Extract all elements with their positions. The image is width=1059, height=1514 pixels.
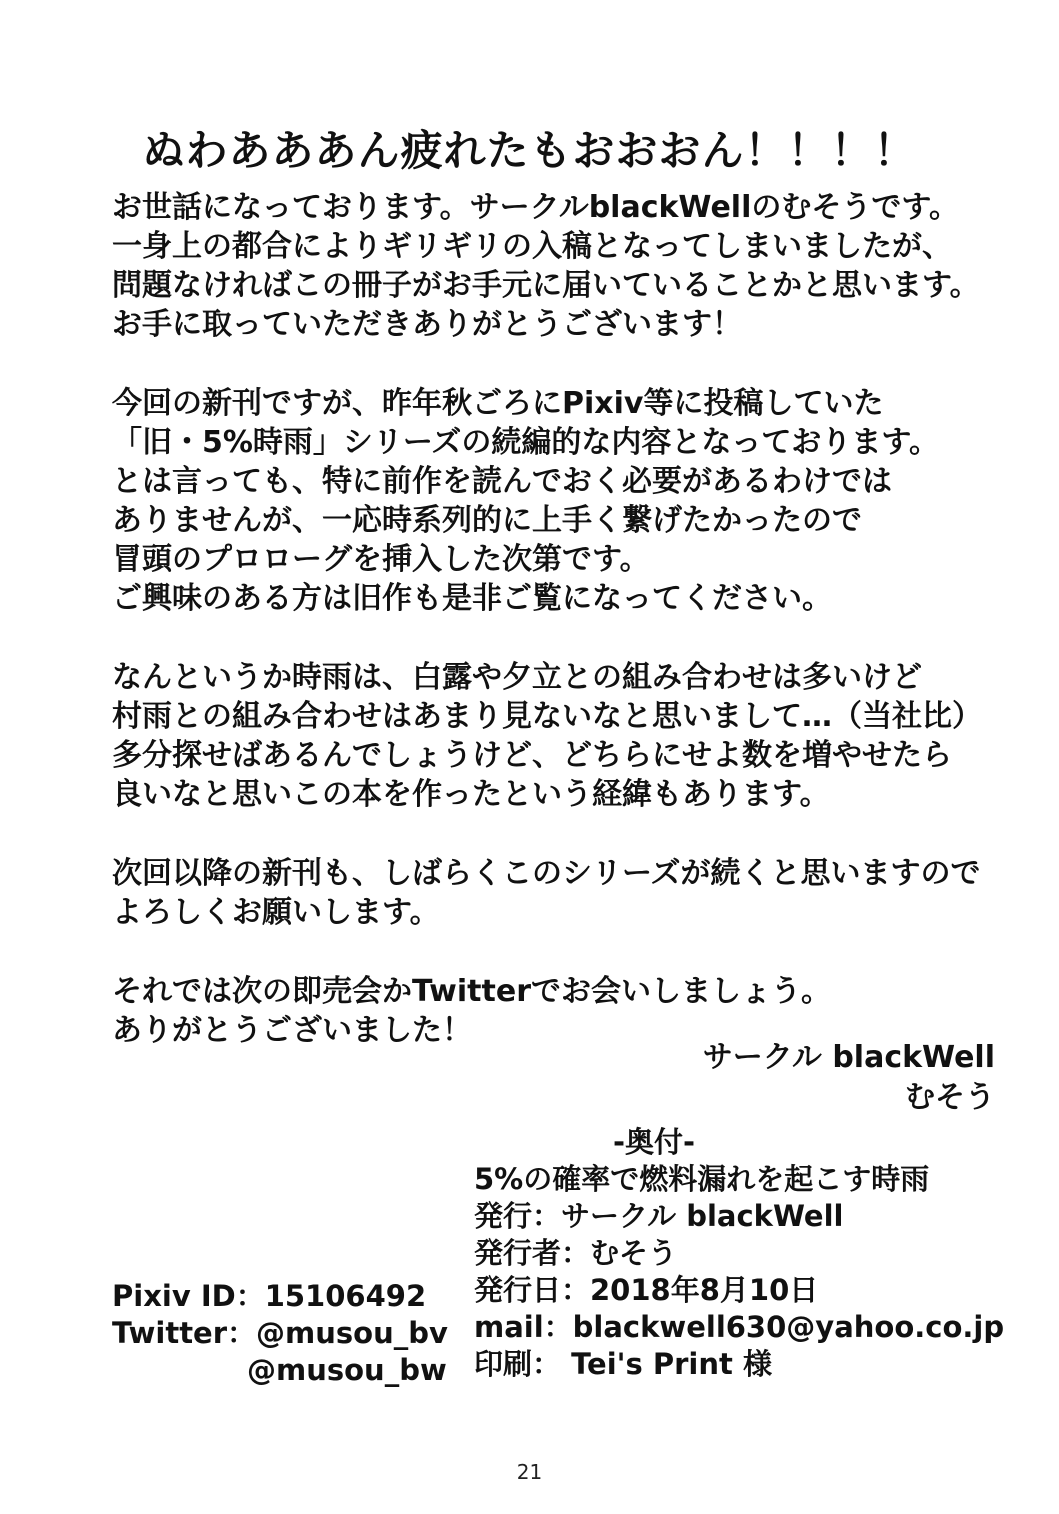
text-line: 多分探せばあるんでしょうけど、どちらにせよ数を増やせたら — [112, 738, 952, 773]
paragraph — [112, 188, 1012, 344]
text-line: とは言っても、特に前作を読んでおく必要があるわけでは — [112, 464, 892, 499]
text-line: 今回の新刊ですが、昨年秋ごろにPixiv等に投稿していた — [112, 386, 884, 421]
afterword-body — [112, 188, 1012, 1090]
text-line: 村雨との組み合わせはあまり見ないなと思いまして…（当社比） — [112, 699, 982, 734]
paragraph — [112, 384, 1012, 618]
text-line: お世話になっております。サークルblackWellのむそうです。 — [112, 190, 959, 225]
text-line: ご興味のある方は旧作も是非ご覧になってください。 — [112, 581, 832, 616]
colophon-publisher: 発行：サークル blackWell — [474, 1199, 844, 1233]
colophon-printer: 印刷： Tei's Print 様 — [474, 1347, 772, 1381]
colophon-book-title: 5%の確率で燃料漏れを起こす時雨 — [474, 1162, 930, 1196]
text-line: それでは次の即売会かTwitterでお会いしましょう。 — [112, 974, 831, 1009]
text-line: なんというか時雨は、白露や夕立との組み合わせは多いけど — [112, 660, 922, 695]
text-line: ありがとうございました！ — [112, 1013, 472, 1048]
page-number: 21 — [516, 1460, 543, 1484]
paragraph — [112, 658, 1012, 814]
text-line: ありませんが、一応時系列的に上手く繋げたかったので — [112, 503, 862, 538]
text-line: 「旧・5%時雨」シリーズの続編的な内容となっております。 — [112, 425, 940, 460]
text-line: お手に取っていただきありがとうございます！ — [112, 307, 742, 342]
signature — [703, 1038, 995, 1118]
colophon-heading: -奥付- — [612, 1125, 696, 1159]
page-title: ぬわあああん疲れたもおおおん！！！！ — [142, 126, 917, 175]
colophon-mail: mail：blackwell630@yahoo.co.jp — [474, 1310, 1005, 1344]
text-line: よろしくお願いします。 — [112, 895, 440, 930]
paragraph — [112, 854, 1012, 932]
contact-info — [112, 1278, 448, 1389]
text-line: 一身上の都合によりギリギリの入稿となってしまいましたが、 — [112, 229, 952, 264]
colophon-author: 発行者：むそう — [474, 1236, 678, 1270]
text-line: 良いなと思いこの本を作ったという経緯もあります。 — [112, 777, 830, 812]
colophon-date: 発行日：2018年8月10日 — [474, 1273, 819, 1307]
text-line: 問題なければこの冊子がお手元に届いていることかと思います。 — [112, 268, 980, 303]
text-line: 次回以降の新刊も、しばらくこのシリーズが続くと思いますので — [112, 856, 981, 891]
pixiv-id: Pixiv ID：15106492 — [112, 1279, 427, 1313]
signature-author: むそう — [905, 1080, 995, 1115]
signature-circle: サークル blackWell — [702, 1040, 995, 1075]
colophon — [474, 1124, 1034, 1383]
text-line: 冒頭のプロローグを挿入した次第です。 — [112, 542, 650, 577]
twitter-handle-secondary: @musou_bw — [247, 1353, 447, 1387]
twitter-handle: Twitter：@musou_bv — [112, 1316, 448, 1350]
